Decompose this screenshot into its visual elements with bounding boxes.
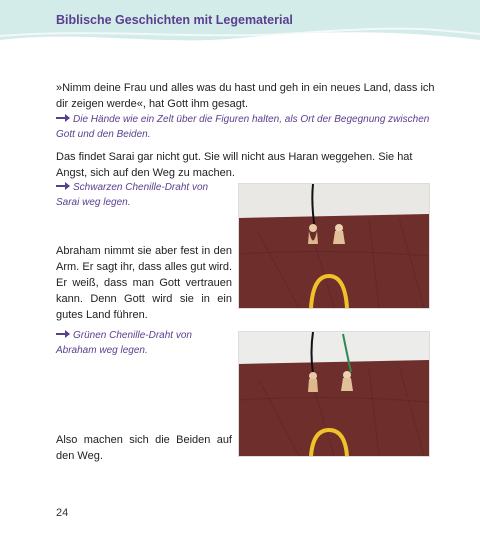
- paragraph-journey: Also machen sich die Beiden auf den Weg.: [56, 434, 232, 462]
- paragraph-god-command: »Nimm deine Frau und alles was du hast und geh in ein neues Land, dass ich dir zeigen werde«, hat Gott ihm gesagt.: [56, 82, 435, 110]
- instruction-green-wire: [56, 328, 234, 358]
- instruction-text: Schwarzen Chenille-Draht von Sarai weg legen.: [56, 182, 209, 208]
- instruction-text: Die Hände wie ein Zelt über die Figuren halten, als Ort der Begegnung zwischen Gott und den Beiden.: [56, 114, 430, 140]
- arrow-right-icon: [56, 181, 70, 191]
- book-title: Biblische Geschichten mit Legematerial: [56, 13, 293, 27]
- instruction-black-wire: [56, 180, 234, 210]
- instruction-text: Grünen Chenille-Draht von Abraham weg legen.: [56, 330, 192, 356]
- instruction-hands-tent: [56, 112, 436, 142]
- paragraph-abraham-trust: Abraham nimmt sie aber fest in den Arm. Er sagt ihr, dass alles gut wird. Er weiß, dass man Gott vertrauen kann. Denn Gott wird sie in ein gutes Land führen.: [56, 245, 232, 321]
- page-number: 24: [56, 507, 69, 519]
- photo-figures-black-wire: [238, 183, 430, 309]
- arrow-right-icon: [56, 329, 70, 339]
- header-banner: [0, 0, 480, 48]
- arrow-right-icon: [56, 113, 70, 123]
- paragraph-sarai-fear: Das findet Sarai gar nicht gut. Sie will nicht aus Haran weggehen. Sie hat Angst, sich auf den Weg zu machen.: [56, 151, 413, 179]
- photo-figures-two-wires: [238, 331, 430, 457]
